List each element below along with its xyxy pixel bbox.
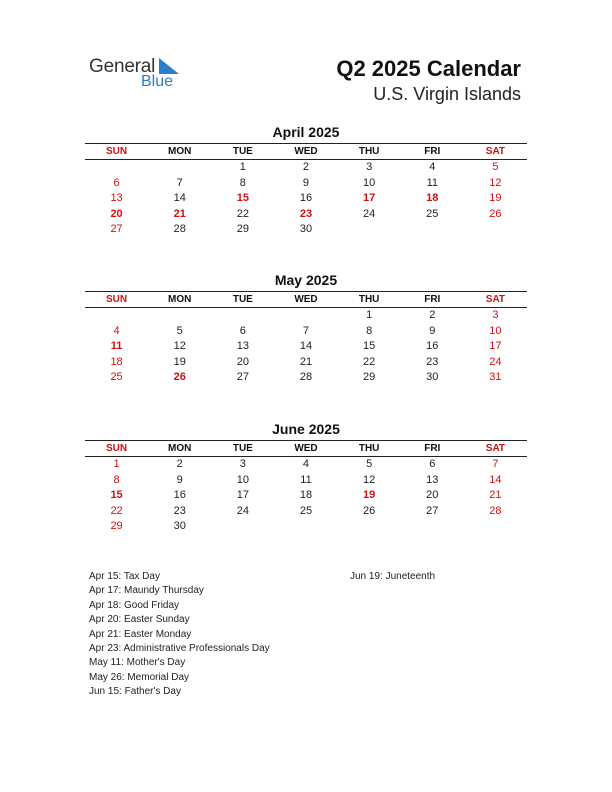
holiday-entry: Apr 23: Administrative Professionals Day (89, 642, 270, 654)
month-calendar (85, 421, 527, 535)
day-cell: 15 (236, 192, 249, 205)
day-cell: 16 (299, 192, 313, 205)
day-cell (464, 519, 527, 535)
day-cell: 29 (363, 371, 376, 384)
holiday-list-left (89, 570, 270, 700)
day-cell: 4 (302, 458, 310, 470)
day-cell: 5 (176, 324, 183, 337)
day-cell: 19 (173, 355, 186, 368)
weekday-label: WED (294, 294, 318, 305)
weekday-label: FRI (424, 443, 441, 454)
weekday-header-row (85, 291, 527, 308)
weekday-label: SAT (485, 146, 506, 157)
day-cell: 20 (236, 355, 249, 368)
holiday-entry: May 26: Memorial Day (89, 671, 190, 683)
day-cell (338, 519, 401, 535)
day-cell (211, 308, 274, 324)
day-cell (211, 519, 274, 535)
day-cell: 31 (489, 371, 502, 384)
day-cell: 26 (363, 504, 376, 517)
day-cell: 9 (176, 473, 183, 486)
day-cell: 20 (426, 489, 439, 502)
holiday-entry: Apr 18: Good Friday (89, 599, 180, 611)
week-row (85, 207, 527, 223)
weekday-label: SAT (485, 294, 506, 305)
logo-triangle-icon (159, 58, 181, 74)
day-cell: 12 (363, 473, 376, 486)
day-cell: 11 (300, 473, 312, 486)
holiday-entry: Jun 19: Juneteenth (350, 571, 436, 582)
day-cell: 10 (236, 473, 249, 486)
day-cell: 5 (366, 458, 373, 470)
day-cell: 22 (110, 504, 123, 517)
holiday-entry: Apr 15: Tax Day (89, 571, 160, 582)
weekday-label: FRI (424, 294, 441, 305)
page-title: Q2 2025 Calendar (336, 56, 521, 81)
day-cell: 25 (110, 371, 123, 384)
day-cell: 3 (239, 458, 246, 470)
day-cell: 27 (426, 504, 439, 517)
page-subtitle: U.S. Virgin Islands (373, 84, 521, 104)
weekday-label: MON (168, 294, 192, 305)
day-cell: 2 (302, 161, 310, 173)
logo-text-blue: Blue (141, 73, 174, 90)
weekday-label: MON (168, 443, 192, 454)
week-row (85, 488, 527, 504)
day-cell (148, 160, 211, 176)
day-cell: 12 (489, 176, 502, 189)
day-cell: 1 (113, 458, 120, 470)
day-cell: 28 (173, 223, 186, 236)
weekday-label: WED (294, 443, 318, 454)
day-cell (401, 519, 464, 535)
week-row (85, 519, 527, 535)
day-cell: 21 (173, 207, 186, 220)
week-row (85, 222, 527, 238)
holiday-entry: Apr 20: Easter Sunday (89, 614, 190, 626)
day-cell: 6 (239, 324, 246, 337)
day-cell: 26 (173, 371, 186, 384)
day-cell: 17 (489, 340, 502, 353)
day-cell: 23 (299, 207, 313, 220)
day-cell: 12 (173, 340, 186, 353)
day-cell: 11 (426, 176, 438, 189)
holiday-list-right (350, 570, 435, 584)
day-cell: 28 (299, 371, 313, 384)
day-cell (274, 519, 337, 535)
day-cell: 30 (173, 520, 186, 533)
weekday-label: SAT (485, 443, 506, 454)
week-row (85, 324, 527, 340)
day-cell: 28 (489, 504, 502, 517)
day-cell: 16 (173, 489, 186, 502)
holiday-entry: Jun 15: Father's Day (89, 686, 181, 698)
day-cell: 16 (426, 340, 439, 353)
day-cell: 9 (429, 324, 436, 337)
day-cell: 8 (366, 324, 373, 337)
day-cell: 24 (363, 207, 376, 220)
week-row (85, 176, 527, 192)
week-row (85, 308, 527, 324)
day-cell: 5 (492, 161, 499, 173)
day-cell: 7 (492, 458, 499, 470)
week-row (85, 473, 527, 489)
month-title: May 2025 (274, 272, 338, 288)
day-cell: 18 (299, 489, 313, 502)
day-cell: 25 (426, 207, 439, 220)
weekday-header-row (85, 143, 527, 160)
day-cell: 15 (110, 489, 123, 502)
generalblue-logo (89, 56, 199, 96)
day-cell (401, 222, 464, 238)
day-cell: 17 (236, 489, 249, 502)
week-row (85, 370, 527, 386)
day-cell: 26 (489, 207, 502, 220)
day-cell: 1 (366, 309, 373, 321)
day-cell: 7 (176, 176, 183, 189)
day-cell: 18 (110, 355, 123, 368)
day-cell: 14 (299, 340, 313, 353)
week-row (85, 191, 527, 207)
day-cell: 3 (366, 161, 373, 173)
day-cell: 21 (489, 489, 502, 502)
weekday-label: TUE (232, 443, 253, 454)
day-cell: 6 (429, 458, 436, 470)
day-cell: 10 (489, 324, 502, 337)
day-cell: 21 (299, 355, 313, 368)
day-cell (148, 308, 211, 324)
weekday-label: THU (358, 294, 380, 305)
day-cell: 23 (426, 355, 439, 368)
day-cell: 27 (110, 223, 123, 236)
day-cell: 14 (489, 473, 502, 486)
day-cell: 2 (429, 309, 436, 321)
month-calendar (85, 124, 527, 238)
weekday-label: TUE (232, 294, 253, 305)
week-row (85, 339, 527, 355)
day-cell: 19 (363, 489, 376, 502)
weekday-label: THU (358, 146, 380, 157)
day-cell: 24 (236, 504, 249, 517)
day-cell (85, 308, 148, 324)
day-cell: 2 (176, 458, 183, 470)
day-cell: 13 (110, 192, 123, 205)
day-cell: 13 (236, 340, 249, 353)
weekday-label: SUN (106, 146, 128, 157)
weekday-label: MON (168, 146, 192, 157)
day-cell: 8 (113, 473, 120, 486)
weekday-label: WED (294, 146, 318, 157)
day-cell: 11 (110, 340, 123, 353)
day-cell: 29 (110, 520, 123, 533)
day-cell (338, 222, 401, 238)
day-cell: 25 (299, 504, 313, 517)
day-cell: 8 (239, 176, 246, 189)
day-cell: 1 (239, 161, 246, 173)
day-cell: 17 (363, 192, 376, 205)
month-calendar (85, 272, 527, 386)
day-cell: 27 (236, 371, 249, 384)
day-cell (85, 160, 148, 176)
day-cell (274, 308, 337, 324)
week-row (85, 355, 527, 371)
day-cell: 22 (363, 355, 376, 368)
holiday-entry: Apr 17: Maundy Thursday (89, 585, 204, 597)
holiday-entry: May 11: Mother's Day (89, 657, 186, 669)
logo-text-general: General (89, 56, 156, 77)
day-cell: 19 (489, 192, 502, 205)
weekday-label: THU (358, 443, 380, 454)
day-cell: 4 (429, 161, 436, 173)
day-cell: 22 (236, 207, 249, 220)
weekday-label: SUN (106, 294, 128, 305)
day-cell: 13 (426, 473, 439, 486)
day-cell: 29 (236, 223, 249, 236)
day-cell: 30 (426, 371, 439, 384)
holiday-entry: Apr 21: Easter Monday (89, 628, 192, 640)
day-cell: 23 (173, 504, 186, 517)
day-cell: 20 (110, 207, 123, 220)
week-row (85, 160, 527, 176)
day-cell: 18 (426, 192, 439, 205)
month-title: April 2025 (272, 124, 340, 140)
day-cell: 14 (173, 192, 186, 205)
weekday-label: SUN (106, 443, 128, 454)
week-row (85, 504, 527, 520)
weekday-label: FRI (424, 146, 441, 157)
week-row (85, 457, 527, 473)
weekday-label: TUE (232, 146, 253, 157)
day-cell: 3 (492, 309, 499, 321)
weekday-header-row (85, 440, 527, 457)
day-cell: 7 (302, 324, 310, 337)
day-cell: 10 (363, 176, 376, 189)
day-cell: 9 (302, 176, 310, 189)
day-cell: 4 (113, 324, 120, 337)
day-cell (464, 222, 527, 238)
day-cell: 30 (299, 223, 313, 236)
month-title: June 2025 (272, 421, 340, 437)
day-cell: 24 (489, 355, 502, 368)
day-cell: 15 (363, 340, 376, 353)
day-cell: 6 (113, 176, 120, 189)
